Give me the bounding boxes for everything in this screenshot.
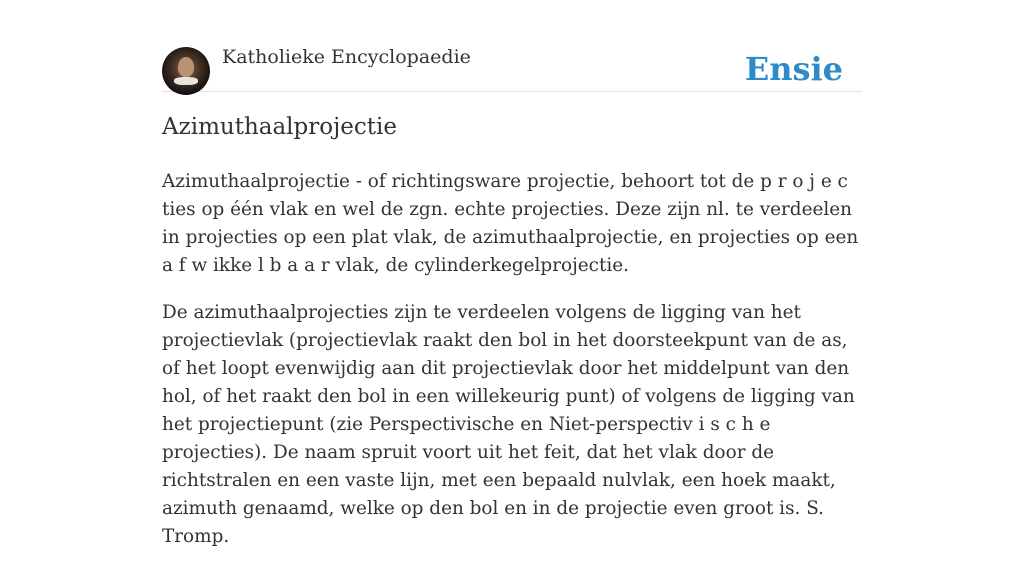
article-title: Azimuthaalprojectie	[162, 114, 397, 140]
ensie-logo-link[interactable]: Ensie	[744, 50, 843, 88]
portrait-face	[178, 57, 194, 77]
avatar[interactable]	[162, 47, 210, 95]
portrait-collar	[174, 77, 198, 85]
article-paragraph-1: Azimuthaalprojectie - of richtingsware projectie, behoort tot de p r o j e c ties op één vlak en wel de zgn. echte projecties. Deze zijn nl. te verdeelen in projecties op een plat vlak, de azimuthaalprojectie, en projecties op een a f w ikke l b a a r vlak, de cylinderkegelprojectie.	[162, 171, 859, 276]
page-container	[162, 0, 862, 547]
source-name-link[interactable]: Katholieke Encyclopaedie	[222, 46, 471, 68]
article-paragraph-2: De azimuthaalprojecties zijn te verdeelen volgens de ligging van het projectievlak (projectievlak raakt den bol in het doorsteekpunt van de as, of het loopt evenwijdig aan dit projectievlak door het middelpunt van den hol, of het raakt den bol in een willekeurig punt) of volgens de ligging van het projectiepunt (zie Perspectivische en Niet-perspectiv i s c h e projecties). De naam spruit voort uit het feit, dat het vlak door de richtstralen en een vaste lijn, met een bepaald nulvlak, een hoek maakt, azimuth genaamd, welke op den bol en in de projectie even groot is. S. Tromp.	[162, 302, 855, 547]
article-body	[162, 168, 862, 570]
site-header	[162, 0, 862, 92]
